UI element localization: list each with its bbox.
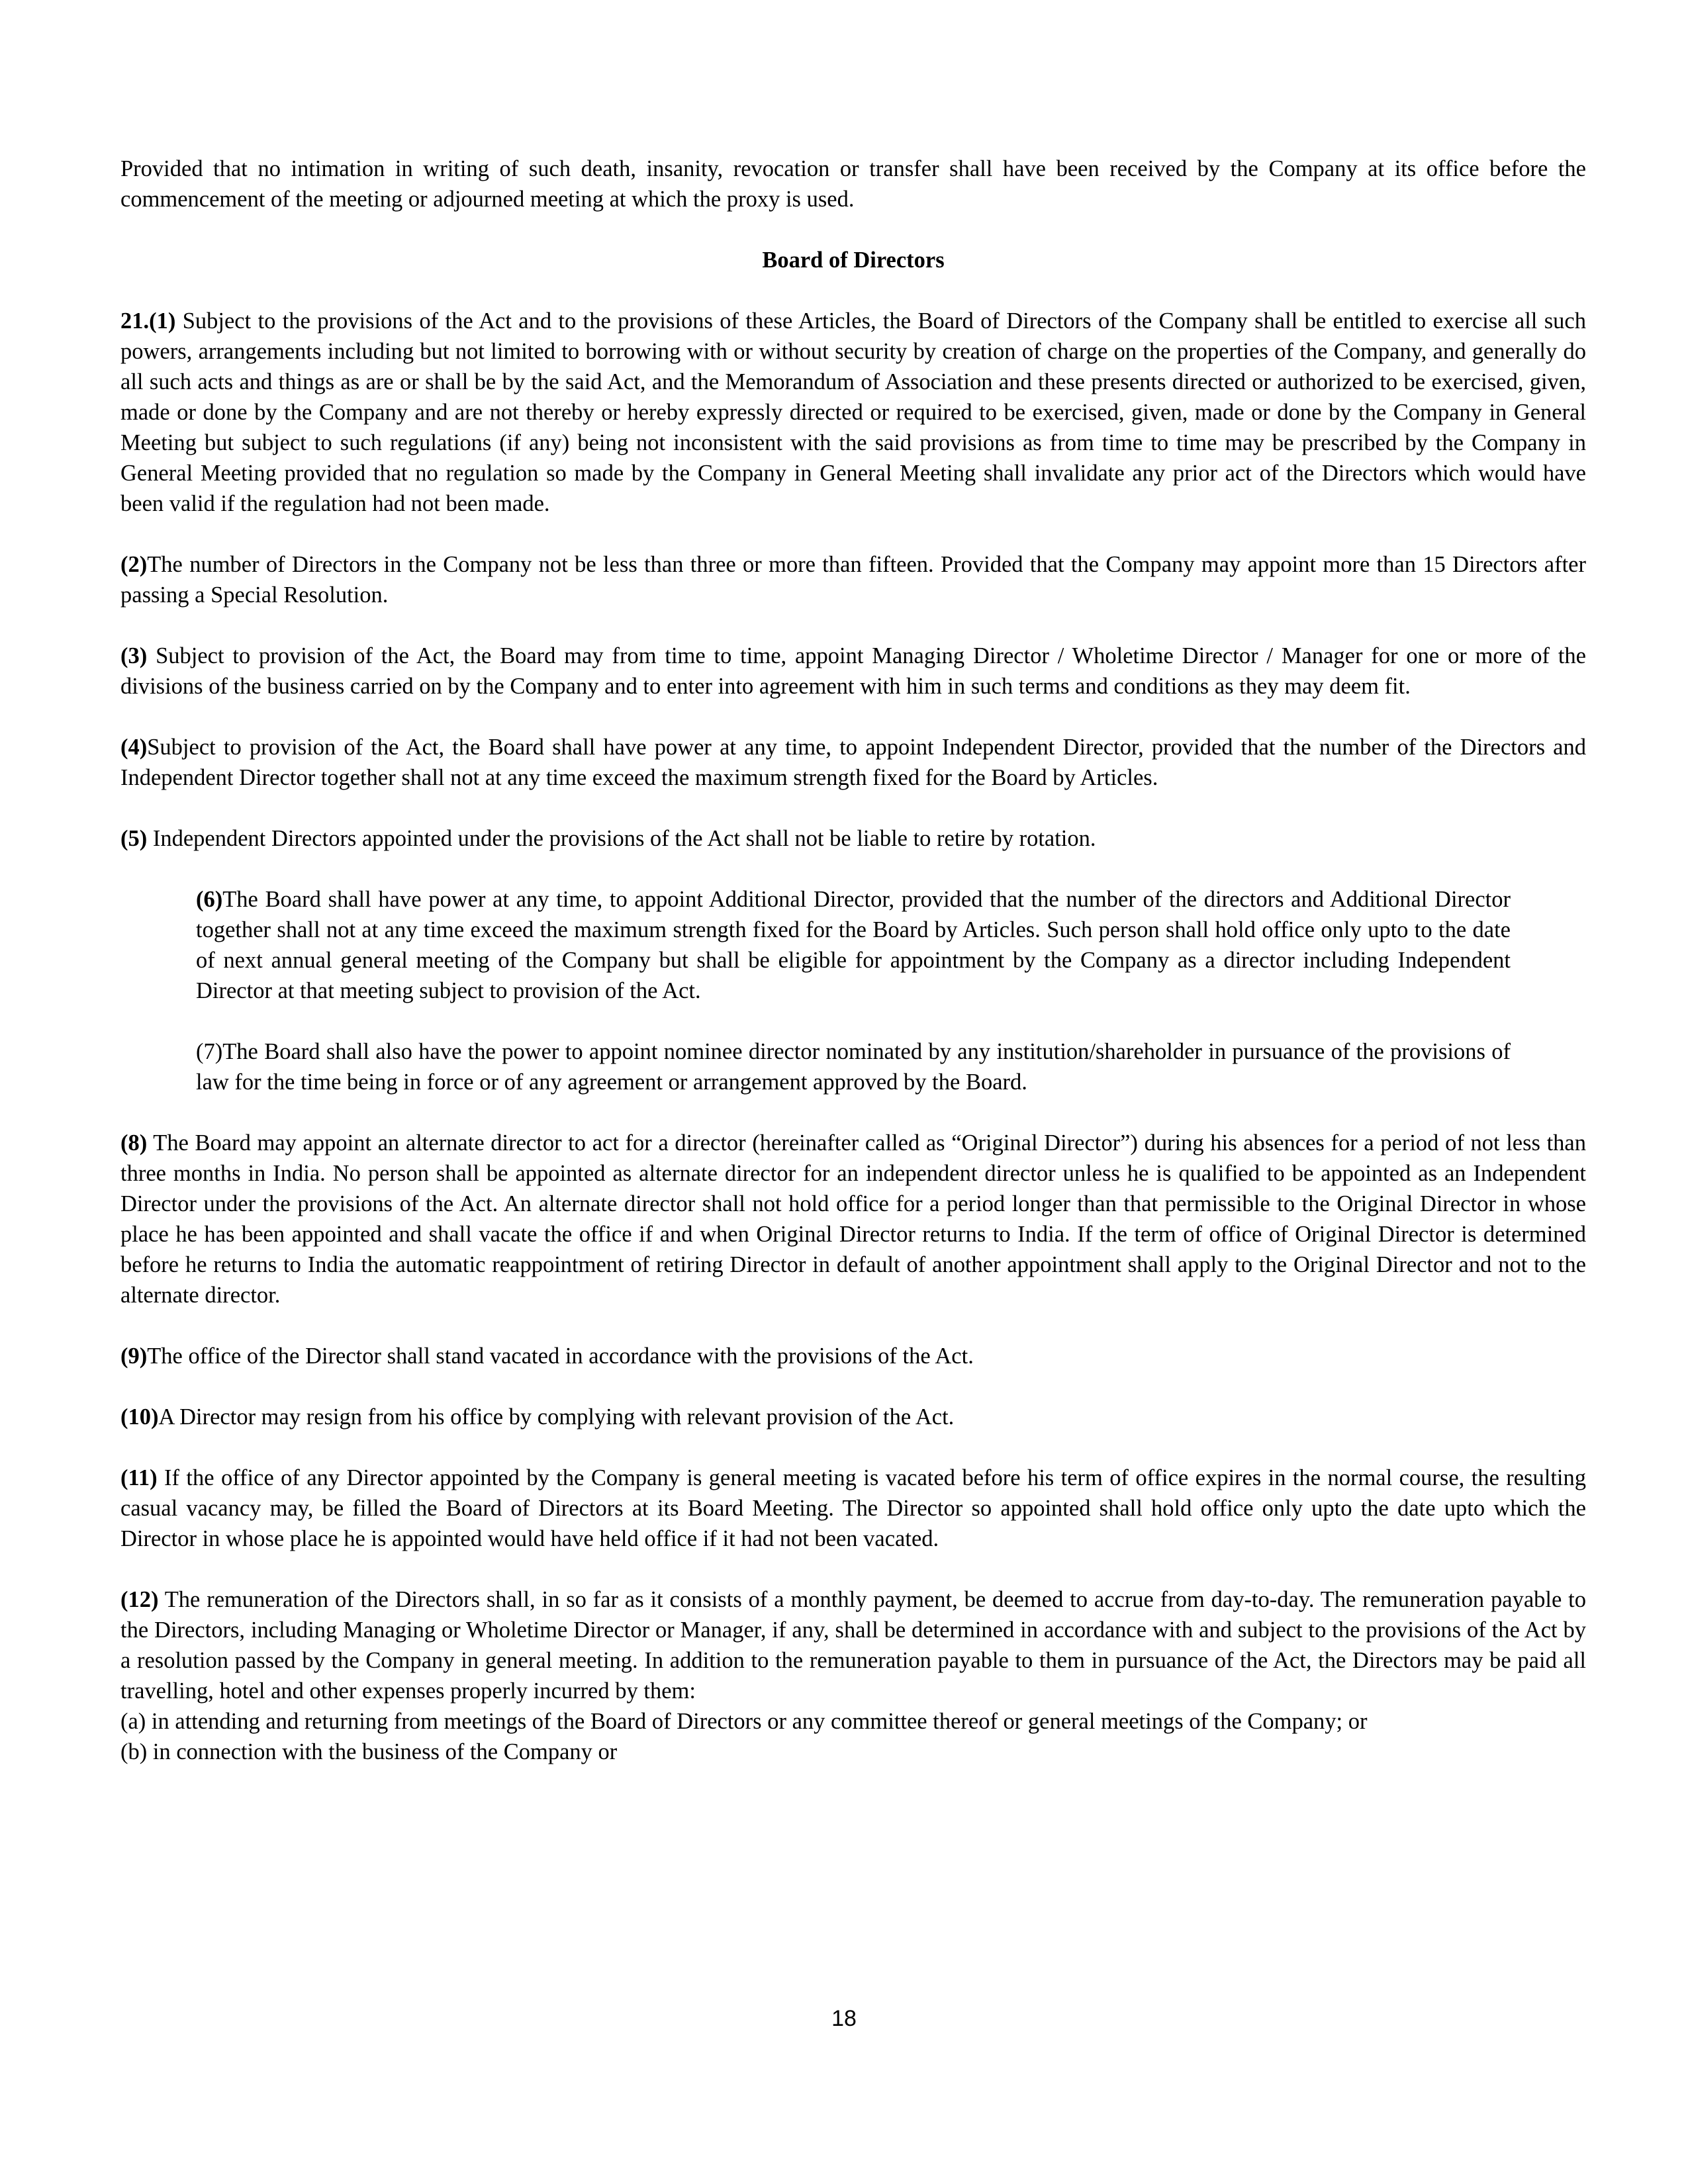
clause-number: (8) [120,1130,148,1156]
document-page [120,154,1586,1767]
clause-3 [120,641,1586,702]
intro-paragraph [120,154,1586,214]
clause-text: If the office of any Director appointed by the Company is general meeting is vacated before his term of office expires in the normal course, the resulting casual vacancy may, be filled the Board of Directors at its Board Meeting. The Director so appointed shall hold office only upto the date upto which the Director in whose place he is appointed would have held office if it had not been vacated. [120,1465,1586,1551]
clause-text: Subject to provision of the Act, the Board may from time to time, appoint Managing Director / Wholetime Director / Manager for one or more of the divisions of the business carried on by the Company and to enter into agreement with him in such terms and conditions as they may deem fit. [120,643,1586,699]
clause-number: (9) [120,1343,148,1369]
clause-text: Independent Directors appointed under the provisions of the Act shall not be liable to retire by rotation. [147,826,1096,851]
clause-number: (2) [120,552,148,577]
sub-item-a: (a) in attending and returning from meetings of the Board of Directors or any committee thereof or general meetings of the Company; or [120,1709,1368,1734]
clause-text: The Board may appoint an alternate director to act for a director (hereinafter called as “Original Director”) during his absences for a period of not less than three months in India. No person shall be appointed as alternate director for an independent director unless he is qualified to be appointed as an Independent Director under the provisions of the Act. An alternate director shall not hold office for a period longer than that permissible to the Original Director in whose place he has been appointed and shall vacate the office if and when Original Director returns to India. If the term of office of Original Director is determined before he returns to India the automatic reappointment of retiring Director in default of another appointment shall apply to the Original Director and not to the alternate director. [120,1130,1586,1308]
sub-item-b: (b) in connection with the business of the Company or [120,1739,618,1764]
clause-text: The remuneration of the Directors shall, in so far as it consists of a monthly payment, be deemed to accrue from day-to-day. The remuneration payable to the Directors, including Managing or Wholetime Director or Manager, if any, shall be determined in accordance with and subject to the provisions of the Act by a resolution passed by the Company in general meeting. In addition to the remuneration payable to them in pursuance of the Act, the Directors may be paid all travelling, hotel and other expenses properly incurred by them: [120,1587,1586,1704]
clause-4 [120,732,1586,793]
clause-number: (4) [120,735,148,760]
clause-9 [120,1341,1586,1371]
clause-text: (7)The Board shall also have the power to appoint nominee director nominated by any institution/shareholder in pursuance of the provisions of law for the time being in force or of any agreement or arrangement approved by the Board. [196,1039,1511,1095]
clause-number: (5) [120,826,148,851]
page-number: 18 [831,2006,857,2031]
clause-12 [120,1584,1586,1767]
clause-text: The number of Directors in the Company not be less than three or more than fifteen. Provided that the Company may appoint more than 15 Directors after passing a Special Resolution. [120,552,1586,608]
clause-2 [120,549,1586,610]
clause-8 [120,1128,1586,1310]
clause-number: (12) [120,1587,159,1612]
section-heading: Board of Directors [762,248,945,273]
clause-21-1 [120,306,1586,519]
clause-text: A Director may resign from his office by complying with relevant provision of the Act. [158,1404,955,1430]
clause-text: Subject to provision of the Act, the Board shall have power at any time, to appoint Independent Director, provided that the number of the Directors and Independent Director together shall not at any time exceed the maximum strength fixed for the Board by Articles. [120,735,1586,790]
clause-number: (6) [196,887,223,912]
clause-6 [196,884,1511,1006]
clause-number: (11) [120,1465,158,1490]
clause-number: 21.(1) [120,308,176,334]
clause-10 [120,1402,1586,1432]
clause-number: (10) [120,1404,159,1430]
clause-text: Subject to the provisions of the Act and to the provisions of these Articles, the Board of Directors of the Company shall be entitled to exercise all such powers, arrangements including but not limited to borrowing with or without security by creation of charge on the properties of the Company, and generally do all such acts and things as are or shall be by the said Act, and the Memorandum of Association and these presents directed or authorized to be exercised, given, made or done by the Company and are not thereby or hereby expressly directed or required to be exercised, given, made or done by the Company in General Meeting but subject to such regulations (if any) being not inconsistent with the said provisions as from time to time may be prescribed by the Company in General Meeting provided that no regulation so made by the Company in General Meeting shall invalidate any prior act of the Directors which would have been valid if the regulation had not been made. [120,308,1586,516]
clause-5 [120,823,1586,854]
clause-11 [120,1463,1586,1554]
clause-7 [196,1036,1511,1097]
clause-text: The office of the Director shall stand vacated in accordance with the provisions of the Act. [147,1343,974,1369]
clause-number: (3) [120,643,148,668]
clause-text: The Board shall have power at any time, to appoint Additional Director, provided that the number of the directors and Additional Director together shall not at any time exceed the maximum strength fixed for the Board by Articles. Such person shall hold office only upto to the date of next annual general meeting of the Company but shall be eligible for appointment by the Company as a director including Independent Director at that meeting subject to provision of the Act. [196,887,1511,1003]
intro-text: Provided that no intimation in writing of such death, insanity, revocation or transfer shall have been received by the Company at its office before the commencement of the meeting or adjourned meeting at which the proxy is used. [120,156,1586,212]
